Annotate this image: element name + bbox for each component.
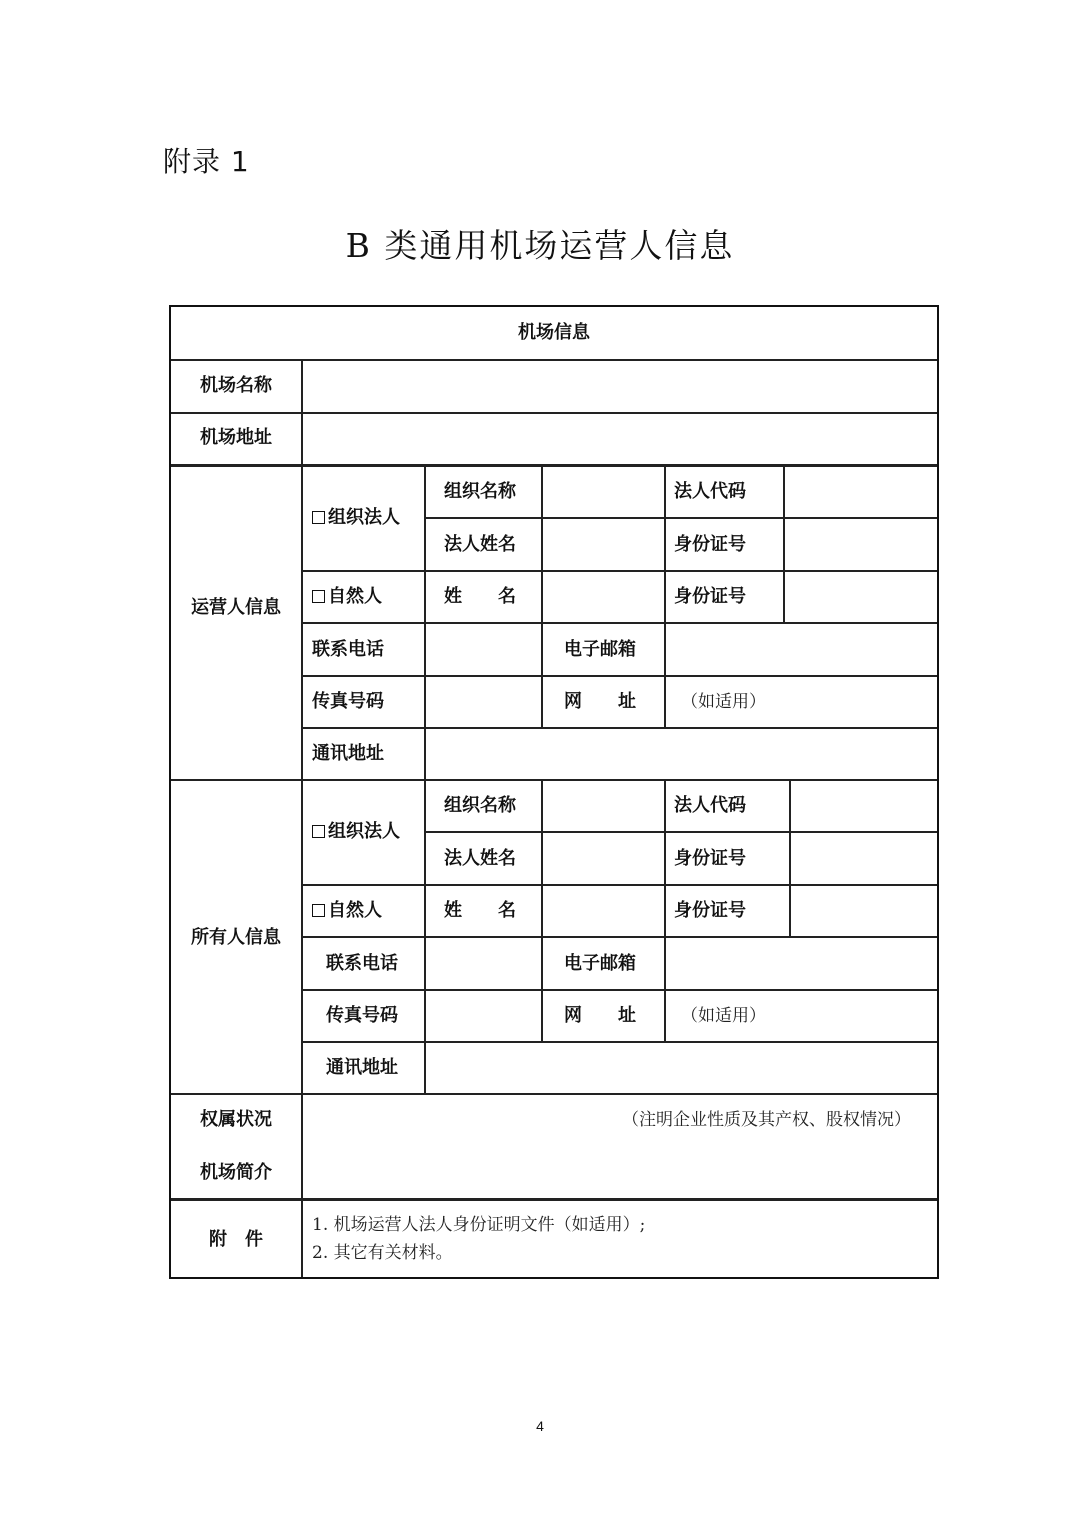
owner-mail-address-label: 通讯地址	[326, 1057, 398, 1078]
page-title: B 类通用机场运营人信息	[345, 226, 735, 265]
operator-fax-label: 传真号码	[312, 691, 384, 712]
operator-mail-address-label: 通讯地址	[312, 743, 384, 764]
owner-info-label: 所有人信息	[191, 927, 281, 948]
operator-info-form	[169, 305, 939, 1279]
owner-name-label: 姓 名	[444, 900, 516, 921]
checkbox-icon[interactable]	[312, 590, 325, 603]
operator-id-number-label: 身份证号	[674, 534, 746, 555]
operator-legal-code-label: 法人代码	[674, 481, 746, 502]
operator-info-label: 运营人信息	[191, 597, 281, 618]
operator-org-name-label: 组织名称	[444, 481, 516, 502]
operator-natural-person-checkbox[interactable]: 自然人	[312, 586, 382, 608]
attachments-label: 附 件	[209, 1229, 263, 1250]
owner-natural-person-checkbox[interactable]: 自然人	[312, 900, 382, 922]
checkbox-icon[interactable]	[312, 511, 325, 524]
attachment-item-2: 2. 其它有关材料。	[312, 1243, 453, 1263]
checkbox-icon[interactable]	[312, 904, 325, 917]
owner-website-label: 网 址	[564, 1005, 636, 1026]
operator-id-number-label-2: 身份证号	[674, 586, 746, 607]
owner-email-label: 电子邮箱	[564, 953, 636, 974]
airport-name-label: 机场名称	[200, 375, 272, 396]
operator-org-legal-person-checkbox[interactable]: 组织法人	[312, 507, 400, 529]
owner-id-number-label-2: 身份证号	[674, 900, 746, 921]
ownership-label: 权属状况	[200, 1109, 272, 1130]
owner-org-name-label: 组织名称	[444, 795, 516, 816]
operator-phone-label: 联系电话	[312, 639, 384, 660]
owner-legal-code-label: 法人代码	[674, 795, 746, 816]
owner-website-note: （如适用）	[681, 1006, 766, 1026]
operator-name-label: 姓 名	[444, 586, 516, 607]
owner-legal-rep-name-label: 法人姓名	[444, 848, 516, 869]
section-header: 机场信息	[518, 322, 590, 343]
owner-fax-label: 传真号码	[326, 1005, 398, 1026]
checkbox-icon[interactable]	[312, 825, 325, 838]
owner-org-legal-person-checkbox[interactable]: 组织法人	[312, 821, 400, 843]
operator-legal-rep-name-label: 法人姓名	[444, 534, 516, 555]
ownership-note: （注明企业性质及其产权、股权情况）	[622, 1110, 911, 1130]
operator-email-label: 电子邮箱	[564, 639, 636, 660]
owner-id-number-label: 身份证号	[674, 848, 746, 869]
intro-label: 机场简介	[200, 1162, 272, 1183]
appendix-label: 附录 1	[163, 145, 250, 178]
operator-website-note: （如适用）	[681, 692, 766, 712]
owner-phone-label: 联系电话	[326, 953, 398, 974]
operator-website-label: 网 址	[564, 691, 636, 712]
airport-address-label: 机场地址	[200, 427, 272, 448]
attachment-item-1: 1. 机场运营人法人身份证明文件（如适用）;	[312, 1215, 646, 1235]
page-number: 4	[536, 1418, 544, 1434]
